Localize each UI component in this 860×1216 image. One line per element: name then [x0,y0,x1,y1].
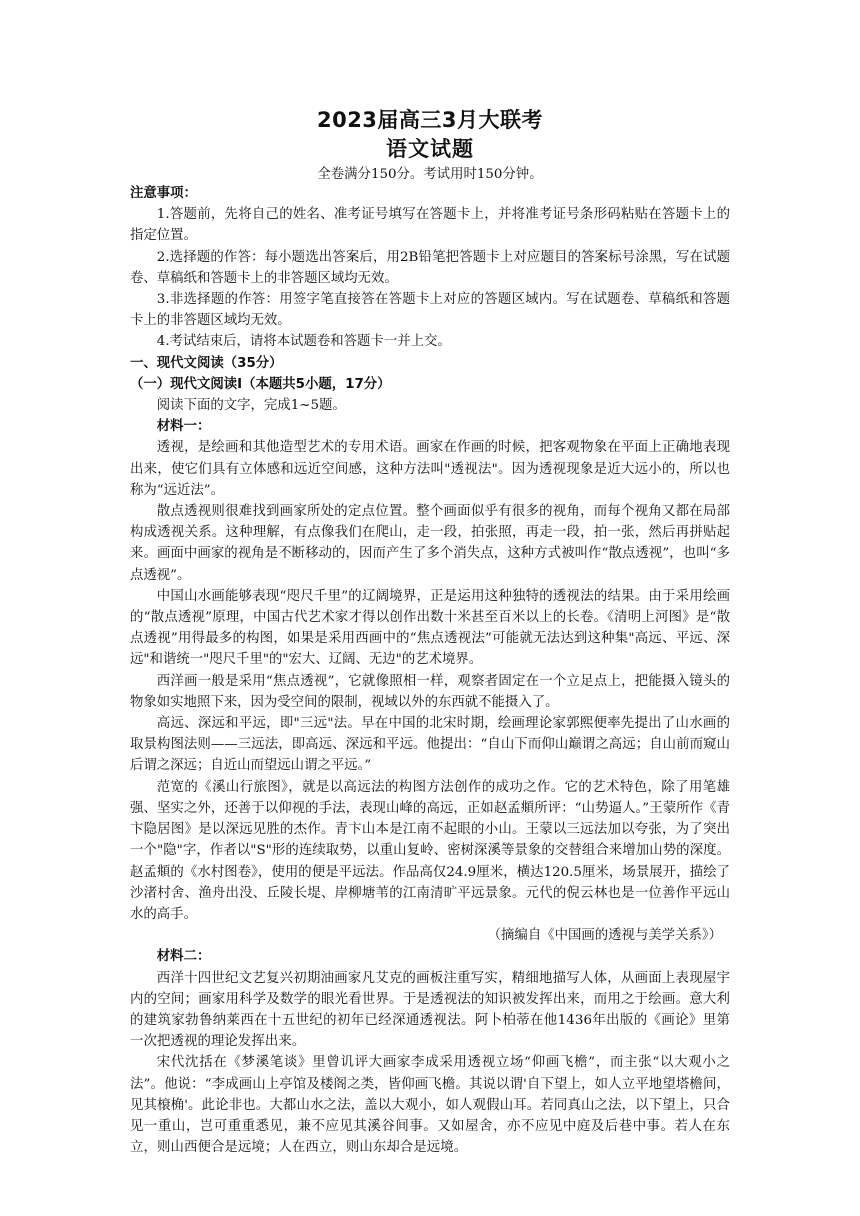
notice-item: 1.答题前，先将自己的姓名、准考证号填写在答题卡上，并将准考证号条形码粘贴在答题卡上的指定位置。 [130,207,730,244]
subsection-heading: （一）现代文阅读Ⅰ（本题共5小题，17分） [130,376,391,392]
subject-title: 语文试题 [386,137,474,161]
notice-heading: 注意事项： [130,186,197,201]
material-two-label: 材料二： [156,949,211,965]
notice-item: 3.非选择题的作答：用签字笔直接答在答题卡上对应的答题区域内。写在试题卷、草稿纸和答题卡上的非答题区域均无效。 [130,292,730,329]
exam-subtitle: 全卷满分150分。考试用时150分钟。 [317,167,543,182]
notice-item: 2.选择题的作答：每小题选出答案后，用2B铅笔把答题卡上对应题目的答案标号涂黑，写在试题卷、草稿纸和答题卡上的非答题区域均无效。 [130,249,730,286]
material-one-paragraph: 中国山水画能够表现“咫尺千里”的辽阔境界，正是运用这种独特的透视法的结果。由于采用绘画的“散点透视”原理，中国古代艺术家才得以创作出数十米甚至百米以上的长卷。《清明上河图》是“散点透视”用得最多的构图，如果是采用西画中的“焦点透视法”可能就无法达到这种集"高远、平远、深远"和谐统一"咫尺千里"的"宏大、辽阔、无边"的艺术境界。 [130,588,730,668]
reading-instruction: 阅读下面的文字，完成1~5题。 [156,398,346,414]
material-two-paragraph: 西洋十四世纪文艺复兴初期油画家凡艾克的画板注重写实，精细地描写人体，从画面上表现屋宇内的空间；画家用科学及数学的眼光看世界。于是透视法的知识被发挥出来，而用之于绘画。意大利的建筑家勃鲁纳莱西在十五世纪的初年已经深通透视法。阿卜柏蒂在他1436年出版的《画论》里第一次把透视的理论发挥出来。 [130,970,730,1050]
material-one-paragraph: 散点透视则很难找到画家所处的定点位置。整个画面似乎有很多的视角，而每个视角又都在局部构成透视关系。这种理解，有点像我们在爬山，走一段，拍张照，再走一段，拍一张，然后再拼贴起来。画面中画家的视角是不断移动的，因而产生了多个消失点，这种方式被叫作“散点透视”，也叫“多点透视”。 [130,504,730,583]
exam-body [130,183,730,1158]
material-one-paragraph: 高远、深远和平远，即"三远"法。早在中国的北宋时期，绘画理论家郭熙便率先提出了山水画的取景构图法则——三远法，即高远、深远和平远。他提出：“自山下而仰山巅谓之高远；自山前而窥山后谓之深远；自近山而望远山谓之平远。” [130,716,730,774]
material-one-paragraph: 范宽的《溪山行旅图》，就是以高远法的构图方法创作的成功之作。它的艺术特色，除了用笔雄强、坚实之外，还善于以仰视的手法，表现山峰的高远，正如赵孟頫所评：“山势逼人。”王蒙所作《青卞隐居图》是以深远见胜的杰作。青卞山本是江南不起眼的小山。王蒙以三远法加以夸张，为了突出一个"隐"字，作者以"S"形的连续取势，以重山复岭、密树深溪等景象的交替组合来增加山势的深度。赵孟頫的《水村图卷》，使用的便是平远法。作品高仅24.9厘米，横达120.5厘米，场景展开，描绘了沙渚村舍、渔舟出没、丘陵长堤、岸柳塘苇的江南清旷平远景象。元代的倪云林也是一位善作平远山水的高手。 [130,779,730,922]
material-one-paragraph: 西洋画一般是采用“焦点透视”，它就像照相一样，观察者固定在一个立足点上，把能摄入镜头的物象如实地照下来，因为受空间的限制，视域以外的东西就不能摄入了。 [130,673,730,710]
material-one-label: 材料一： [156,419,211,435]
material-one-paragraph: 透视，是绘画和其他造型艺术的专用术语。画家在作画的时候，把客观物象在平面上正确地表现出来，使它们具有立体感和远近空间感，这种方法叫"透视法"。因为透视现象是近大远小的，所以也称为“远近法”。 [130,440,730,498]
material-two-paragraph: 宋代沈括在《梦溪笔谈》里曾讥评大画家李成采用透视立场“仰画飞檐”，而主张“以大观小之法”。他说：“李成画山上亭馆及楼阁之类，皆仰画飞檐。其说以谓'自下望上，如人立平地望塔檐间，见其榱桷'。此论非也。大都山水之法，盖以大观小，如人观假山耳。若同真山之法，以下望上，只合见一重山，岂可重重悉见，兼不应见其溪谷间事。又如屋舍，亦不应见中庭及后巷中事。若人在东立，则山西便合是远境；人在西立，则山东却合是远境。 [130,1055,730,1156]
exam-title: 2023届高三3月大联考 [316,108,544,132]
material-one-source: （摘编自《中国画的透视与美学关系》） [487,928,722,944]
notice-item: 4.考试结束后，请将本试题卷和答题卡一并上交。 [156,334,451,350]
section-heading: 一、现代文阅读（35分） [130,355,283,371]
